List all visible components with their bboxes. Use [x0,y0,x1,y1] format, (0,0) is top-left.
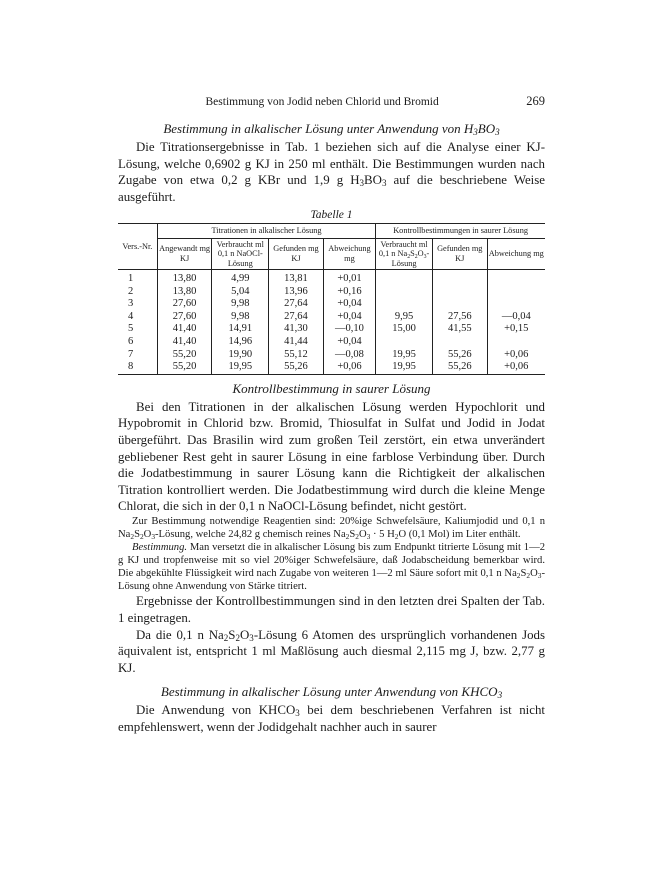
table-caption: Tabelle 1 [310,209,353,222]
table-cell: 9,98 [212,311,269,324]
results-table [118,223,545,374]
table-cell: 19,95 [212,361,269,374]
table-cell: +0,04 [323,336,375,349]
table-cell: 8 [128,361,134,373]
table-cell [432,286,487,299]
table-cell: 4,99 [212,270,269,286]
table-cell [432,270,487,286]
table-cell: 27,56 [432,311,487,324]
table-cell [487,336,545,349]
table-cell [487,270,545,286]
table-cell: 27,60 [157,298,212,311]
table-row [118,311,545,324]
table-cell: 13,96 [269,286,324,299]
paragraph-procedure: Bestimmung. Man versetzt die in alkalischer Lösung bis zum Endpunkt titrierte Lösung mit 1—2 g KJ und tropfenweise mit so viel 20%iger Schwefelsäure, daß Jodabscheidung bemerkbar wird. Die abgekühlte Flüssigkeit wird nach Zugabe von weiteren 1—2 ml Säure sofort mit 0,1 n $Na_2S_2O_3$-Lösung ohne Anwendung von Stärke titriert. [118,542,545,593]
table-cell: +0,06 [487,349,545,362]
table-cell: 27,60 [157,311,212,324]
table-cell: 27,64 [269,298,324,311]
table-cell: —0,04 [487,311,545,324]
table-cell [376,336,433,349]
table-cell: 41,40 [157,323,212,336]
table-cell: 55,26 [269,361,324,374]
section-heading-h3bo3: Bestimmung in alkalischer Lösung unter Anwendung von $H_3BO_3$ [163,121,500,137]
table-cell: 14,91 [212,323,269,336]
paragraph-control-intro: Bei den Titrationen in der alkalischen Lösung werden Hypochlorit und Hypobromit in Chlorid bzw. Bromid, Thiosulfat in Sulfat und Jodid in Jodat übergeführt. Das Brasilin wird zum großen Teil zerstört, ein etwa unverändert gebliebener Rest geht in saurer Lösung in eine farblose Verbindung über. Durch die Jodatbestimmung in saurer Lösung kann die Richtigkeit der alkalischen Titration kontrolliert werden. Die Jodatbestimmung wird durch die kleine Menge Chlorat, die sich in der 0,1 n NaOCl-Lösung befindet, nicht gestört. [118,399,545,514]
table-cell: 41,55 [432,323,487,336]
header-angewandt: Angewandt mg KJ [157,238,212,269]
section-heading-khco3: Bestimmung in alkalischer Lösung unter Anwendung von $KHCO_3$ [160,684,503,701]
header-verbraucht-naocl: Verbraucht ml 0,1 n NaOCl-Lösung [212,238,269,269]
header-abweichung-control: Abweichung mg [487,238,545,269]
table-cell: 9,95 [376,311,433,324]
table-row [118,336,545,349]
table-cell: 41,30 [269,323,324,336]
table-cell: 41,40 [157,336,212,349]
header-group-alkaline: Titrationen in alkalischer Lösung [157,224,375,238]
table-row [118,361,545,374]
table-cell: 13,81 [269,270,324,286]
table-row [118,349,545,362]
table-cell [432,298,487,311]
table-cell: +0,16 [323,286,375,299]
table-cell: 55,26 [432,349,487,362]
table-cell: 9,98 [212,298,269,311]
paragraph-results-note: Ergebnisse der Kontrollbestimmungen sind in den letzten drei Spalten der Tab. 1 eingetragen. [118,594,545,626]
table-cell: 55,20 [157,349,212,362]
table-cell: +0,15 [487,323,545,336]
paragraph-reagents: Zur Bestimmung notwendige Reagentien sind: 20%ige Schwefelsäure, Kaliumjodid und 0,1 n $Na_2S_2O_3$-Lösung, welche 24,82 g chemisch reines $Na_2S_2O_3 \cdot 5$ $H_2O$ (0,1 Mol) im Liter enthält. [118,515,545,541]
header-abweichung-alk: Abweichung mg [323,238,375,269]
header-gefunden-alk: Gefunden mg KJ [269,238,324,269]
table-cell: +0,01 [323,270,375,286]
table-cell: 13,80 [157,286,212,299]
header-verbraucht-thio: Verbraucht ml 0,1 n $Na_2S_2O_3$-Lösung [376,238,433,269]
table-row [118,270,545,286]
table-cell: 14,96 [212,336,269,349]
paragraph-titration-results: Die Titrationsergebnisse in Tab. 1 beziehen sich auf die Analyse einer KJ-Lösung, welche 0,6902 g KJ in 250 ml enthält. Die Bestimmungen wurden nach Zugabe von etwa 0,2 g KBr und 1,9 g $H_3BO_3$ auf die beschriebene Weise ausgeführt. [118,140,545,204]
table-cell: 19,90 [212,349,269,362]
header-gefunden-control: Gefunden mg KJ [432,238,487,269]
running-header [118,94,545,109]
table-cell: 13,80 [157,270,212,286]
table-cell: 6 [128,335,134,347]
book-page [118,94,545,736]
table-row [118,286,545,299]
table-cell [376,298,433,311]
table-cell: 41,44 [269,336,324,349]
table-cell: 1 [128,273,134,284]
table-cell: 19,95 [376,361,433,374]
table-cell: 5,04 [212,286,269,299]
header-vers-nr: Vers.-Nr. [118,224,157,270]
table-cell [432,336,487,349]
table-cell: +0,06 [487,361,545,374]
table-cell: 2 [128,285,134,297]
table-cell [487,286,545,299]
table-cell: —0,08 [323,349,375,362]
table-cell: 27,64 [269,311,324,324]
header-group-control: Kontrollbestimmungen in saurer Lösung [376,224,545,238]
table-cell: —0,10 [323,323,375,336]
table-row [118,298,545,311]
section-heading-control: Kontrollbestimmung in saurer Lösung [232,380,431,396]
table-cell: 15,00 [376,323,433,336]
page-number: 269 [526,94,545,108]
table-cell [487,298,545,311]
table-cell: +0,04 [323,311,375,324]
paragraph-khco3: Die Anwendung von $KHCO_3$ bei dem beschriebenen Verfahren ist nicht empfehlenswert, wenn der Jodidgehalt nachher auch in saurer [118,703,545,735]
running-title: Bestimmung von Jodid neben Chlorid und Bromid [205,96,439,108]
table-cell: 55,12 [269,349,324,362]
table-cell: +0,04 [323,298,375,311]
table-cell: 19,95 [376,349,433,362]
table-cell [376,286,433,299]
table-cell: 55,26 [432,361,487,374]
table-cell: 5 [128,323,134,335]
table-cell: 4 [128,310,134,322]
table-row [118,323,545,336]
table-cell: +0,06 [323,361,375,374]
table-cell [376,270,433,286]
paragraph-equivalence: Da die 0,1 n $Na_2S_2O_3$-Lösung 6 Atomen des ursprünglich vorhandenen Jods äquivalent ist, entspricht 1 ml Maßlösung auch diesmal 2,115 mg J, bzw. 2,77 g KJ. [118,627,545,675]
table-cell: 55,20 [157,361,212,374]
table-cell: 3 [128,298,134,310]
table-cell: 7 [128,348,134,360]
